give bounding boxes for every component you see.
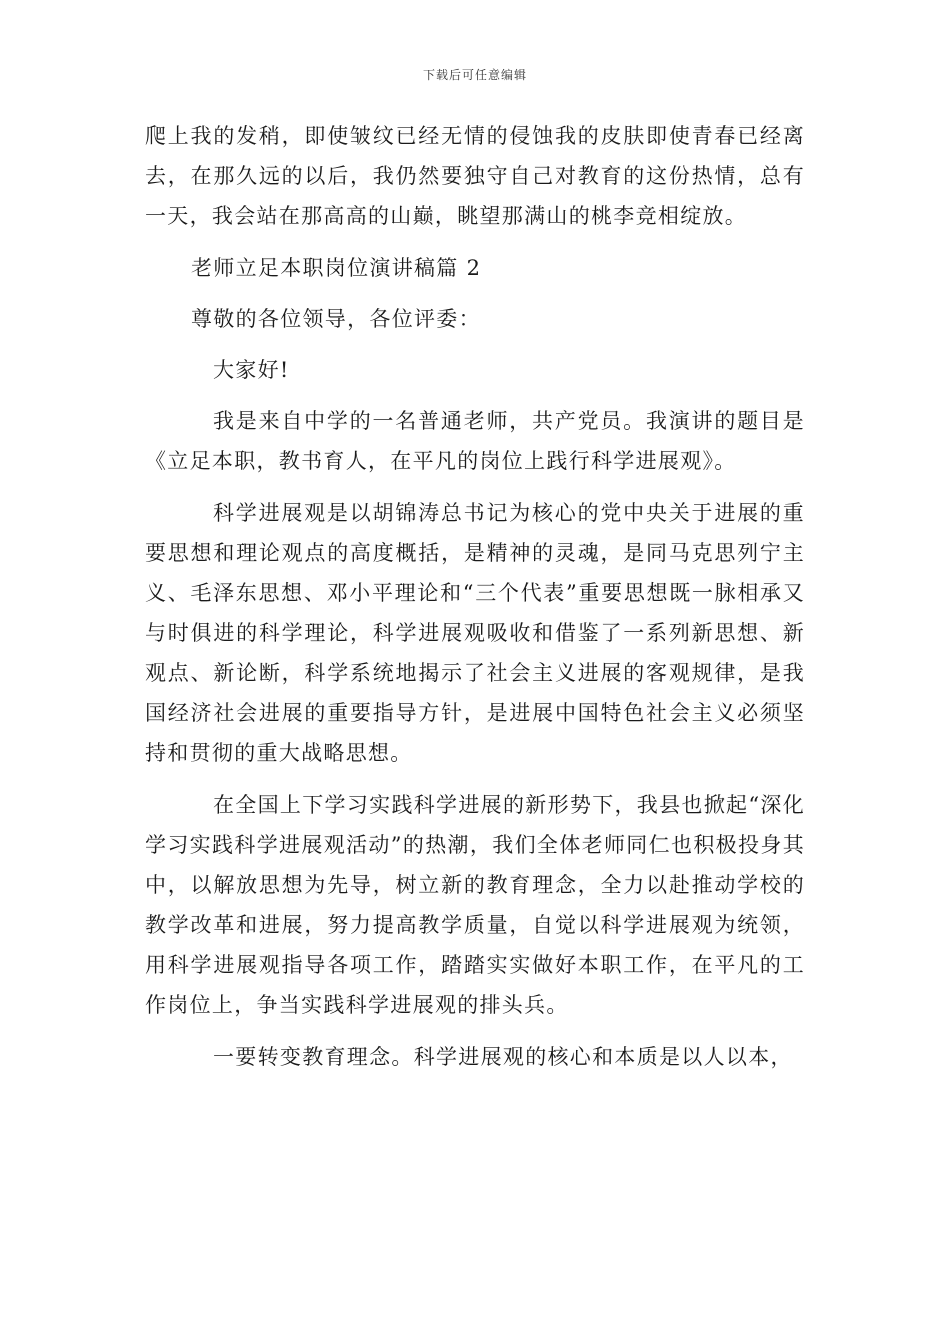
greeting: 大家好! xyxy=(213,358,290,382)
intro-paragraph: 我是来自中学的一名普通老师，共产党员。我演讲的题目是《立足本职，教书育人，在平凡的岗位上践行科学进展观》。 xyxy=(145,409,805,473)
science-paragraph: 科学进展观是以胡锦涛总书记为核心的党中央关于进展的重要思想和理论观点的高度概括，是精神的灵魂，是同马克思列宁主义、毛泽东思想、邓小平理论和“三个代表”重要思想既一脉相承又与时俱进的科学理论，科学进展观吸收和借鉴了一系列新思想、新观点、新论断，科学系统地揭示了社会主义进展的客观规律，是我国经济社会进展的重要指导方针，是进展中国特色社会主义必须坚持和贯彻的重大战略思想。 xyxy=(145,501,805,765)
document-body xyxy=(145,116,805,1077)
section-title: 老师立足本职岗位演讲稿篇 2 xyxy=(191,256,482,280)
first-point-paragraph: 一要转变教育理念。科学进展观的核心和本质是以人以本， xyxy=(213,1045,793,1069)
continuation-paragraph: 爬上我的发稍，即使皱纹已经无情的侵蚀我的皮肤即使青春已经离去，在那久远的以后，我仍然要独守自己对教育的这份热情，总有一天，我会站在那高高的山巅，眺望那满山的桃李竞相绽放。 xyxy=(145,124,805,228)
campaign-paragraph: 在全国上下学习实践科学进展的新形势下，我县也掀起“深化学习实践科学进展观活动”的热潮，我们全体老师同仁也积极投身其中，以解放思想为先导，树立新的教育理念，全力以赴推动学校的教学改革和进展，努力提高教学质量，自觉以科学进展观为统领，用科学进展观指导各项工作，踏踏实实做好本职工作，在平凡的工作岗位上，争当实践科学进展观的排头兵。 xyxy=(145,793,805,1017)
salutation: 尊敬的各位领导，各位评委： xyxy=(191,307,481,331)
page-header-note: 下载后可任意编辑 xyxy=(422,68,527,82)
